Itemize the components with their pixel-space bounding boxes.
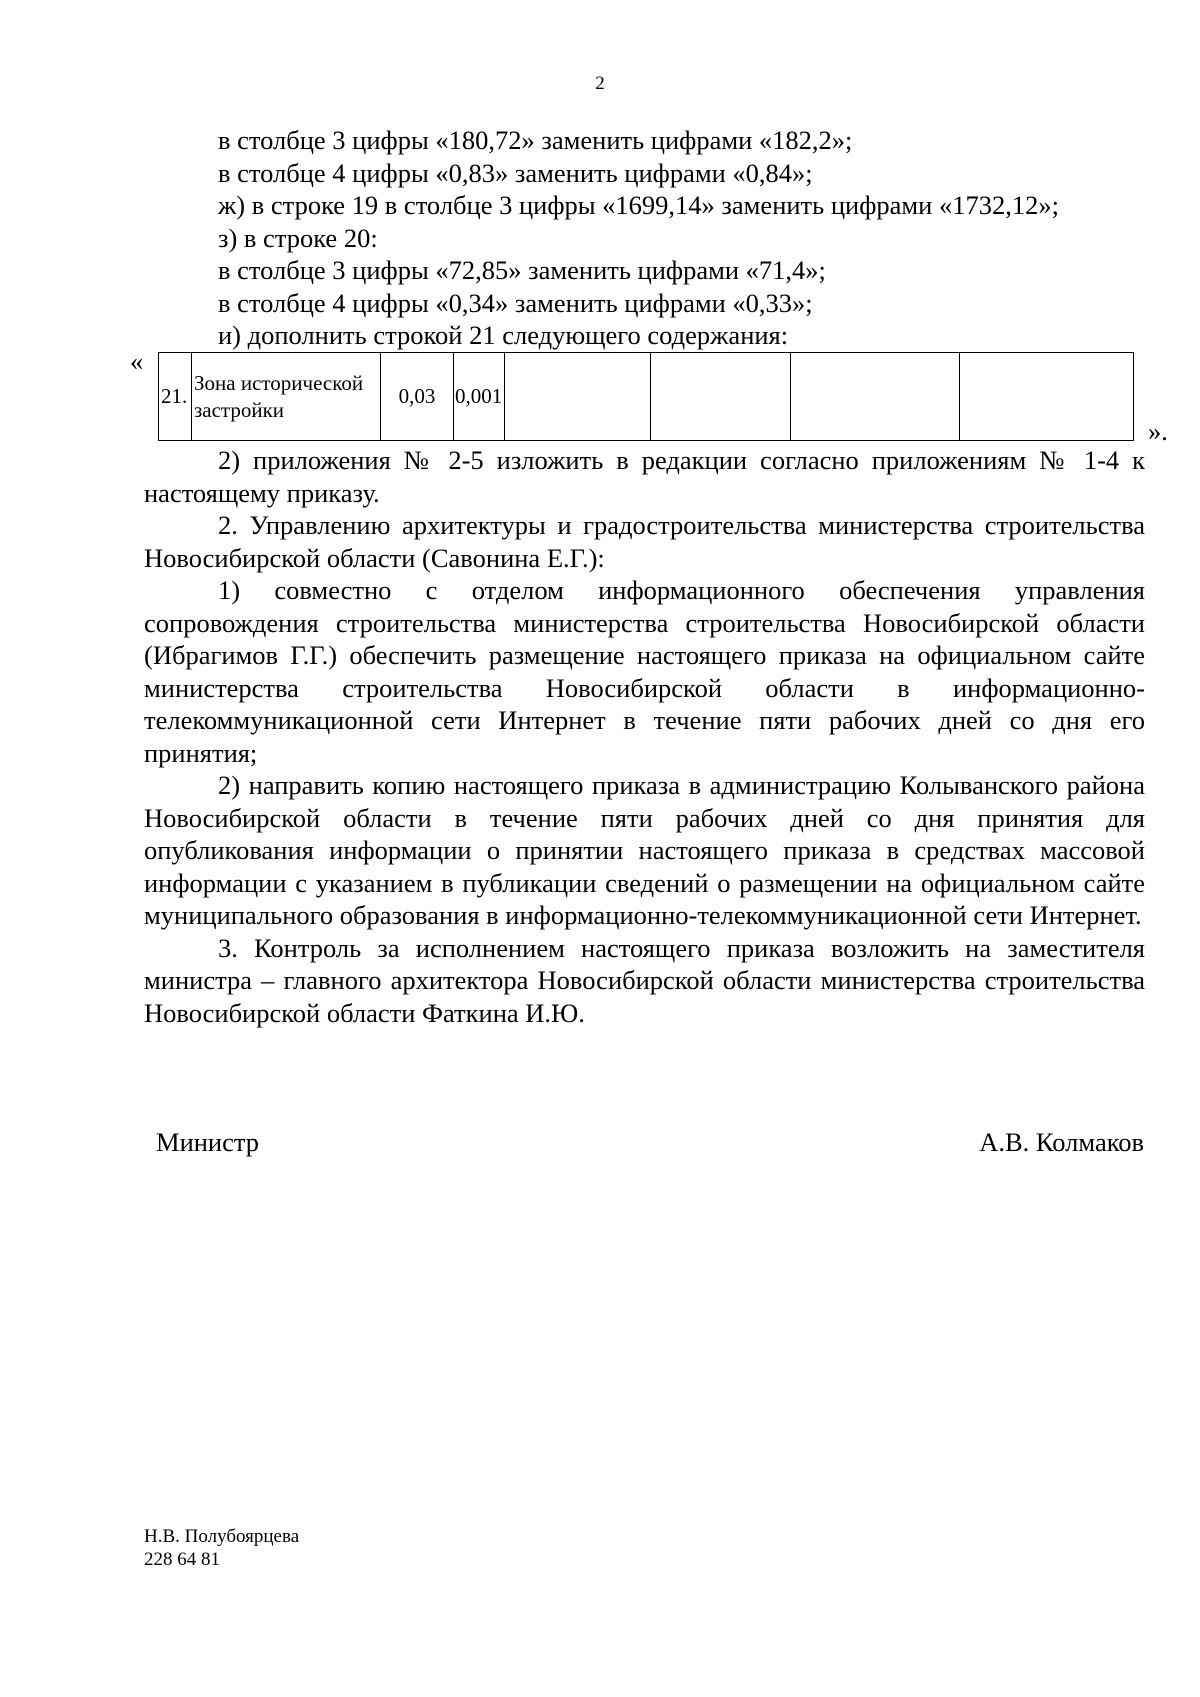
empty-cell bbox=[960, 353, 1134, 441]
amendment-line: и) дополнить строкой 21 следующего содержания: bbox=[218, 320, 789, 350]
empty-cell bbox=[505, 353, 651, 441]
amendment-lines bbox=[144, 124, 1145, 352]
closing-quote: ». bbox=[1148, 416, 1168, 446]
amendment-line: з) в строке 20: bbox=[218, 222, 378, 253]
opening-quote: « bbox=[130, 346, 144, 376]
body-paragraph: 3. Контроль за исполнением настоящего приказа возложить на заместителя министра – главного архитектора Новосибирской области министерства строительства Новосибирской области Фаткина И.Ю. bbox=[144, 932, 1145, 1028]
area-value: 0,03 bbox=[398, 384, 436, 408]
amendment-line: в столбце 3 цифры «180,72» заменить цифрами «182,2»; bbox=[218, 125, 853, 155]
area-cell bbox=[381, 353, 454, 441]
body-paragraph: 2) направить копию настоящего приказа в администрацию Колыванского района Новосибирской области в течение пяти рабочих дней со дня принятия для опубликования информации о принятии настоящего приказа в средствах массовой информации с указанием в публикации сведений о размещении на официальном сайте муниципального образования в информационно-телекоммуникационной сети Интернет. bbox=[144, 770, 1145, 930]
body-paragraph: 2) приложения № 2-5 изложить в редакции согласно приложениям № 1-4 к настоящему приказу. bbox=[144, 445, 1145, 508]
amendment-line: ж) в строке 19 в столбце 3 цифры «1699,14» заменить цифрами «1732,12»; bbox=[218, 190, 1059, 220]
zone-name-cell bbox=[192, 353, 381, 441]
share-cell bbox=[454, 353, 505, 441]
body-paragraph: 1) совместно с отделом информационного обеспечения управления сопровождения строительства министерства строительства Новосибирской области (Ибрагимов Г.Г.) обеспечить размещение настоящего приказа на официальном сайте министерства строительства Новосибирской области в информационно-телекоммуникационной сети Интернет в течение пяти рабочих дней со дня его принятия; bbox=[144, 575, 1145, 768]
row-number-cell bbox=[159, 353, 192, 441]
amendment-line: в столбце 4 цифры «0,34» заменить цифрами «0,33»; bbox=[218, 287, 813, 318]
amendment-line: в столбце 4 цифры «0,83» заменить цифрами «0,84»; bbox=[218, 157, 813, 188]
executor-phone: 228 64 81 bbox=[144, 1549, 220, 1570]
document-body bbox=[144, 444, 1145, 1029]
zone-table bbox=[158, 352, 1134, 441]
executor-name: Н.В. Полубоярцева bbox=[144, 1526, 300, 1547]
empty-cell bbox=[651, 353, 791, 441]
zone-name: Зона исторической застройки bbox=[194, 370, 364, 422]
share-value: 0,001 bbox=[455, 384, 503, 408]
signatory-name: А.В. Колмаков bbox=[979, 1127, 1144, 1157]
amendment-line: в столбце 3 цифры «72,85» заменить цифрами «71,4»; bbox=[218, 255, 826, 285]
table-row bbox=[159, 353, 1134, 441]
empty-cell bbox=[791, 353, 960, 441]
executor-block bbox=[144, 1525, 299, 1571]
signatory-title: Министр bbox=[156, 1127, 260, 1157]
body-paragraph: 2. Управлению архитектуры и градостроительства министерства строительства Новосибирской области (Савонина Е.Г.): bbox=[144, 510, 1145, 573]
page-number: 2 bbox=[595, 73, 605, 94]
row-number: 21. bbox=[161, 384, 188, 408]
